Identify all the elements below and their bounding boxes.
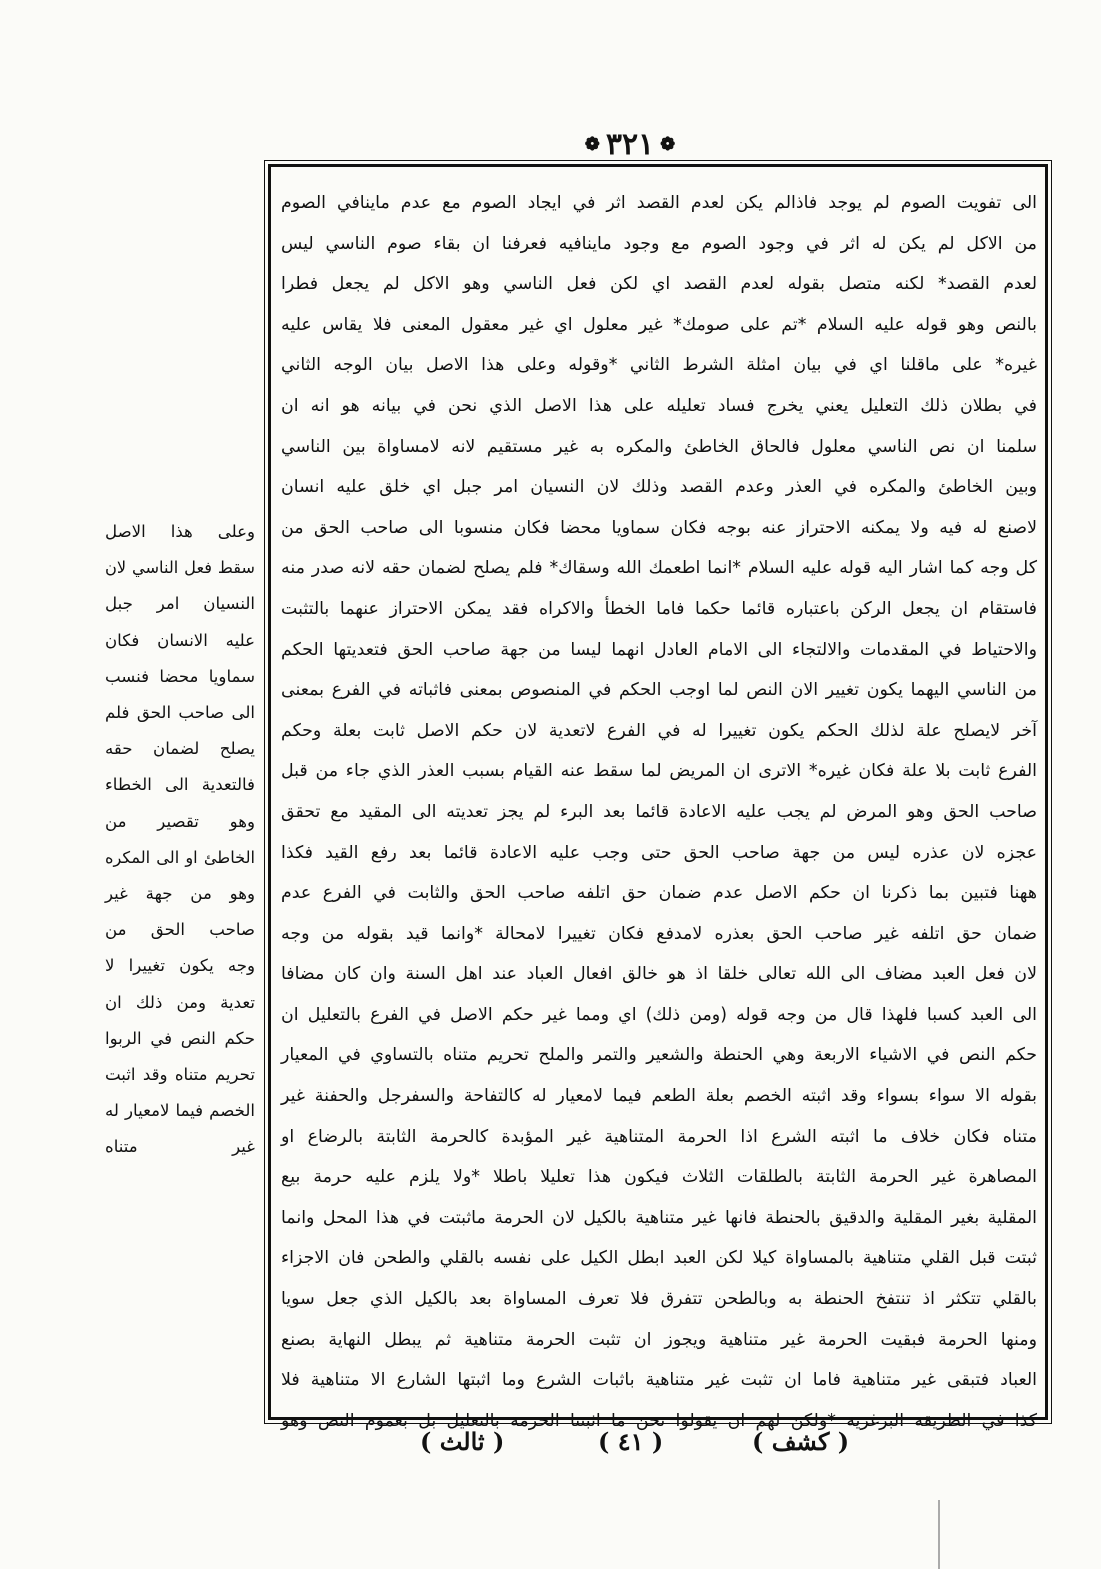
margin-line: يصلح لضمان حقه xyxy=(105,739,255,759)
margin-line: تحريم متناه وقد اثبت xyxy=(105,1065,255,1085)
text-line: الى تفويت الصوم لم يوجد فاذالم يكن لعدم القصد اثر في ايجاد الصوم مع عدم ماينافي الصوم xyxy=(281,193,1037,213)
text-line: المصاهرة غير الحرمة الثابتة بالطلقات الثلاث فيكون هذا تعليلا باطلا *ولا يلزم عليه حرمة بيع xyxy=(281,1167,1037,1188)
main-text-body xyxy=(281,183,1037,1431)
footer-book: ( كشف ) xyxy=(752,1427,850,1456)
margin-line: وهو تقصير من xyxy=(105,811,255,831)
text-line: الى العبد كسبا فلهذا قال من وجه قوله (ومن ذلك) اي ومما غير حكم الاصل في الفرع بالتعليل ان xyxy=(281,1004,1037,1025)
text-line: متناه فكان خلاف ما اثبته الشرع اذا الحرمة المتناهية غير المؤبدة كالحرمة الثابتة بالرضاع او xyxy=(281,1126,1037,1147)
text-line: آخر لايصلح علة لذلك الحكم يكون تغييرا له في الفرع لاتعدية لان حكم الاصل ثابت بعلة وحكم xyxy=(281,720,1037,741)
text-line: في بطلان ذلك التعليل يعني يخرج فساد تعليله على هذا الاصل الذي نحن في بيانه هو انه ان xyxy=(281,395,1037,416)
text-line: صاحب الحق وهو المرض لم يجب عليه الاعادة قائما بعد البرء لم يجز تعديته الى المقيد مع تحقق xyxy=(281,801,1037,822)
text-line: كل وجه كما اشار اليه قوله عليه السلام *انما اطعمك الله وسقاك* فلم يصلح لضمان حقه لانه صدر منه xyxy=(281,558,1037,579)
margin-line: حكم النص في الربوا xyxy=(105,1028,255,1048)
text-line: الفرع ثابت بلا علة فكان غيره* الاترى ان المريض لما سقط عنه القيام بسبب العذر الذي جاء من قبل xyxy=(281,761,1037,782)
text-line: لان فعل العبد مضاف الى الله تعالى خلقا اذ هو خالق افعال العباد عند اهل السنة وان كان مضافا xyxy=(281,964,1037,985)
margin-line: فالتعدية الى الخطاء xyxy=(105,775,255,795)
footer-volume: ( ثالث ) xyxy=(420,1427,505,1456)
text-line: المقلية بغير المقلية والدقيق بالحنطة فانها غير متناهية بالكيل لان الحرمة ماثبتت في هذا المحل وانما xyxy=(281,1207,1037,1228)
text-line: عجزه لان عذره ليس من جهة صاحب الحق حتى وجب عليه الاعادة قائما بعد رفع القيد فكذا xyxy=(281,842,1037,863)
text-line: ثبتت قبل القلي متناهية بالمساواة كيلا لكن العبد ابطل الكيل على نفسه بالقلي والطحن فان الاجزاء xyxy=(281,1248,1037,1269)
text-line: ضمان حق اتلفه غير صاحب الحق بعذره لامدفع فكان تغييرا لامحالة *وانما قيد بقوله من وجه xyxy=(281,923,1037,944)
margin-line: الخصم فيما لامعيار له xyxy=(105,1101,255,1121)
ornament-icon: ❁ xyxy=(584,133,600,155)
margin-line: الخاطئ او الى المكره xyxy=(105,847,255,867)
margin-line: عليه الانسان فكان xyxy=(105,630,255,650)
margin-line: تعدية ومن ذلك ان xyxy=(105,992,255,1012)
page-number xyxy=(560,126,700,162)
text-line: من الاكل لم يكن له اثر في وجود الصوم مع وجود ماينافيه فعرفنا ان بقاء صوم الناسي ليس xyxy=(281,233,1037,254)
margin-line: وهو من جهة غير xyxy=(105,884,255,904)
text-line: ههنا فتبين بما ذكرنا ان حكم الاصل عدم ضمان حق اتلفه صاحب الحق والثابت في الفرع عدم xyxy=(281,883,1037,904)
text-line: لاصنع له فيه ولا يمكنه الاحتراز عنه بوجه فكان سماويا محضا فكان منسوبا الى صاحب الحق من xyxy=(281,517,1037,538)
margin-line: النسيان امر جبل xyxy=(105,594,255,614)
margin-line: سماويا محضا فنسب xyxy=(105,666,255,686)
footer-signature: ( ٤١ ) xyxy=(598,1427,664,1456)
margin-line: صاحب الحق من xyxy=(105,920,255,940)
text-line: ومنها الحرمة فبقيت الحرمة غير متناهية ويجوز ان تثبت الحرمة متناهية ثم يبطل النهاية بصنع xyxy=(281,1329,1037,1350)
text-line: من الناسي اليهما يكون تغيير الان النص لما اوجب الحكم في المنصوص بمعنى فاثباته في الفرع بمعنى xyxy=(281,680,1037,701)
scan-line-artifact xyxy=(938,1500,940,1569)
margin-line: سقط فعل الناسي لان xyxy=(105,558,255,578)
text-line: سلمنا ان نص الناسي معلول فالحاق الخاطئ والمكره به غير مستقيم لانه لامساواة بين الناسي xyxy=(281,436,1037,457)
text-line: فاستقام ان يجعل الركن باعتباره قائما حكما فاما الخطأ والاكراه فقد يمكن الاحتراز عنهما بالتثبت xyxy=(281,598,1037,619)
text-line: العباد فتبقى غير متناهية فاما ان تثبت غير متناهية باثبات الشرع وما اثبتها الشارع الا متناهية فلا xyxy=(281,1370,1037,1391)
main-text-frame xyxy=(268,164,1048,1431)
text-line: حكم النص في الاشياء الاربعة وهي الحنطة والشعير والتمر والملح تحريم متناه بالتساوي في المعيار xyxy=(281,1045,1037,1066)
text-line: والاحتياط في المقدمات والالتجاء الى الامام العادل انهما ليسا من جهة صاحب الحق فتعديتها الحكم xyxy=(281,639,1037,660)
margin-line: وجه يكون تغييرا لا xyxy=(105,956,255,976)
text-line: غيره* على ماقلنا اي في بيان امثلة الشرط الثاني *وقوله وعلى هذا الاصل بيان الوجه الثاني xyxy=(281,355,1037,376)
margin-commentary xyxy=(105,514,255,1234)
text-line: لعدم القصد* لكنه متصل بقوله لعدم القصد اي لكن فعل الناسي وهو الاكل لم يجعل فطرا xyxy=(281,274,1037,295)
page-number-value: ٣٢١ xyxy=(605,126,655,162)
text-line: وبين الخاطئ والمكره في العذر وعدم القصد وذلك لان النسيان امر جبل اي خلق عليه انسان xyxy=(281,477,1037,498)
margin-line: الى صاحب الحق فلم xyxy=(105,703,255,723)
text-line: كذا في الطريقة البرغرية *ولكن لهم ان يقولوا نحن ما اثبتنا الحرمة بالتعليل بل بعموم النص وهو xyxy=(281,1410,1037,1431)
ornament-icon: ❁ xyxy=(660,133,676,155)
text-line: بالقلي تتكثر اذ تنتفخ الحنطة به وبالطحن تتفرق فلا تعرف المساواة بعد بالكيل الذي جعل سويا xyxy=(281,1289,1037,1310)
margin-line: وعلى هذا الاصل xyxy=(105,522,255,541)
text-line: بقوله الا سواء بسواء وقد اثبته الخصم بعلة الطعم فيما لامعيار له كالتفاحة والسفرجل والحفنة غير xyxy=(281,1086,1037,1107)
margin-line: غير متناه xyxy=(105,1137,255,1157)
text-line: بالنص وهو قوله عليه السلام *تم على صومك* غير معلول اي غير معقول المعنى فلا يقاس عليه xyxy=(281,314,1037,335)
